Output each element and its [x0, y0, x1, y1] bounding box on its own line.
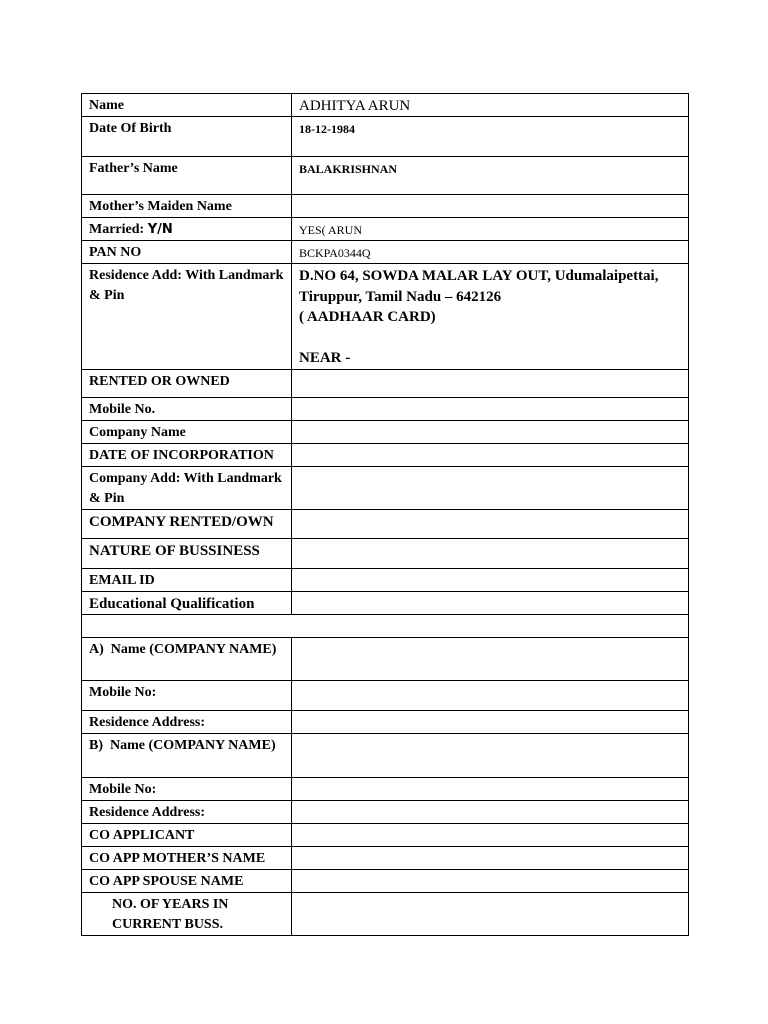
- value-reference-a-name: [292, 638, 689, 681]
- value-co-spouse: [292, 870, 689, 893]
- row-residence: [82, 264, 689, 370]
- label-residence: Residence Add: With Landmark & Pin: [82, 264, 292, 370]
- label-married: [82, 218, 292, 241]
- value-mother: [292, 195, 689, 218]
- label-company-address: Company Add: With Landmark & Pin: [82, 467, 292, 510]
- value-reference-b-address: [292, 801, 689, 824]
- row-reference-b-address: [82, 801, 689, 824]
- row-rented: [82, 370, 689, 398]
- residence-line-4: NEAR -: [299, 349, 351, 366]
- label-reference-a-mobile: Mobile No:: [82, 681, 292, 711]
- value-co-applicant: [292, 824, 689, 847]
- label-incorporation: DATE OF INCORPORATION: [82, 444, 292, 467]
- value-incorporation: [292, 444, 689, 467]
- value-reference-a-address: [292, 711, 689, 734]
- label-company: Company Name: [82, 421, 292, 444]
- value-nature: [292, 539, 689, 569]
- value-father: BALAKRISHNAN: [292, 157, 689, 195]
- value-mobile: [292, 398, 689, 421]
- label-name: Name: [82, 94, 292, 117]
- row-co-applicant: [82, 824, 689, 847]
- row-reference-a-address: [82, 711, 689, 734]
- row-mother: [82, 195, 689, 218]
- row-dob: [82, 117, 689, 157]
- row-email: [82, 569, 689, 592]
- label-email: EMAIL ID: [82, 569, 292, 592]
- value-residence: [292, 264, 689, 370]
- yes-no-marker: Y/N: [147, 222, 173, 237]
- reference-a-label: Name (COMPANY NAME): [110, 642, 277, 657]
- value-education: [292, 592, 689, 615]
- value-co-mother: [292, 847, 689, 870]
- label-reference-b-mobile: Mobile No:: [82, 778, 292, 801]
- value-rented: [292, 370, 689, 398]
- residence-line-2: Tiruppur, Tamil Nadu – 642126: [299, 288, 502, 305]
- value-email: [292, 569, 689, 592]
- row-name: [82, 94, 689, 117]
- residence-line-1: D.NO 64, SOWDA MALAR LAY OUT, Udumalaipettai,: [299, 268, 659, 284]
- reference-b-prefix: B): [89, 738, 103, 753]
- row-reference-a-name: [82, 638, 689, 681]
- row-pan: [82, 241, 689, 264]
- label-education: Educational Qualification: [82, 592, 292, 615]
- row-co-spouse: [82, 870, 689, 893]
- residence-line-3: ( AADHAAR CARD): [299, 309, 436, 325]
- label-co-mother: CO APP MOTHER’S NAME: [82, 847, 292, 870]
- label-reference-a-address: Residence Address:: [82, 711, 292, 734]
- value-reference-b-mobile: [292, 778, 689, 801]
- value-company: [292, 421, 689, 444]
- row-years-business: [82, 893, 689, 936]
- row-education: [82, 592, 689, 615]
- row-co-mother: [82, 847, 689, 870]
- label-pan: PAN NO: [82, 241, 292, 264]
- label-reference-b-name: [82, 734, 292, 778]
- label-dob: Date Of Birth: [82, 117, 292, 157]
- married-label-text: Married:: [89, 222, 148, 237]
- label-reference-a-name: [82, 638, 292, 681]
- label-nature: NATURE OF BUSSINESS: [82, 539, 292, 569]
- reference-a-prefix: A): [89, 642, 104, 657]
- value-years-business: [292, 893, 689, 936]
- value-reference-a-mobile: [292, 681, 689, 711]
- row-reference-b-mobile: [82, 778, 689, 801]
- value-married: YES( ARUN: [292, 218, 689, 241]
- value-company-address: [292, 467, 689, 510]
- label-years-business: NO. OF YEARS IN CURRENT BUSS.: [82, 893, 292, 936]
- row-incorporation: [82, 444, 689, 467]
- row-company: [82, 421, 689, 444]
- spacer-cell: [82, 615, 689, 638]
- value-dob: 18-12-1984: [292, 117, 689, 157]
- row-father: [82, 157, 689, 195]
- row-company-address: [82, 467, 689, 510]
- row-mobile: [82, 398, 689, 421]
- applicant-form-table: [81, 93, 689, 936]
- value-company-rented: [292, 510, 689, 539]
- value-reference-b-name: [292, 734, 689, 778]
- residence-blank-line: [299, 328, 681, 348]
- row-married: [82, 218, 689, 241]
- row-nature: [82, 539, 689, 569]
- label-co-spouse: CO APP SPOUSE NAME: [82, 870, 292, 893]
- label-company-rented: COMPANY RENTED/OWN: [82, 510, 292, 539]
- row-spacer: [82, 615, 689, 638]
- label-father: Father’s Name: [82, 157, 292, 195]
- label-mobile: Mobile No.: [82, 398, 292, 421]
- label-co-applicant: CO APPLICANT: [82, 824, 292, 847]
- value-pan: BCKPA0344Q: [292, 241, 689, 264]
- row-reference-b-name: [82, 734, 689, 778]
- row-company-rented: [82, 510, 689, 539]
- label-reference-b-address: Residence Address:: [82, 801, 292, 824]
- label-rented: RENTED OR OWNED: [82, 370, 292, 398]
- label-mother: Mother’s Maiden Name: [82, 195, 292, 218]
- reference-b-label: Name (COMPANY NAME): [110, 738, 276, 753]
- row-reference-a-mobile: [82, 681, 689, 711]
- value-name: ADHITYA ARUN: [292, 94, 689, 117]
